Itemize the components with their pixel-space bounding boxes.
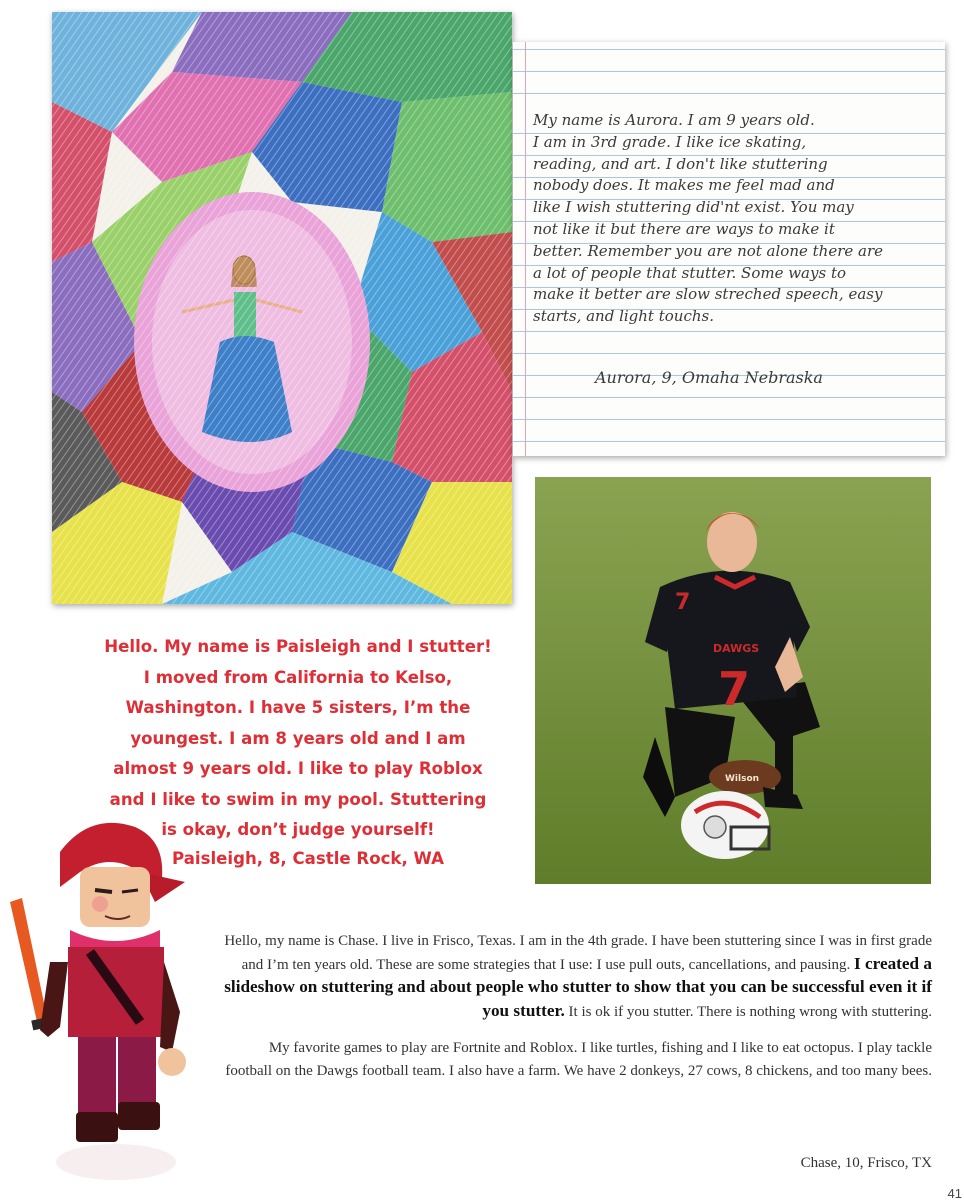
chase-paragraph-1 — [222, 930, 932, 1023]
chase-paragraph-2: My favorite games to play are Fortnite and Roblox. I like turtles, fishing and I like to eat octopus. I play tackle football on the Dawgs football team. I also have a farm. We have 2 donkeys, 27 cows, 8 chickens, and too many bees. — [225, 1040, 932, 1079]
aurora-letter — [513, 42, 945, 456]
paisleigh-line: Hello. My name is Paisleigh and I stutter! — [104, 637, 492, 656]
paisleigh-signature: Paisleigh, 8, Castle Rock, WA — [172, 849, 444, 868]
letter-line: make it better are slow streched speech, easy — [533, 285, 883, 304]
paisleigh-line: youngest. I am 8 years old and I am — [130, 728, 466, 748]
chase-closing-text: It is ok if you stutter. There is nothing wrong with stuttering. — [568, 1003, 932, 1020]
letter-line: a lot of people that stutter. Some ways to — [533, 263, 847, 282]
letter-line: starts, and light touchs. — [533, 307, 714, 326]
sleeve-number: 7 — [675, 590, 691, 615]
jersey-number: 7 — [718, 662, 751, 716]
letter-line: nobody does. It makes me feel mad and — [533, 176, 835, 195]
paisleigh-line: almost 9 years old. I like to play Roblox — [113, 759, 483, 778]
letter-line: reading, and art. I don't like stuttering — [533, 154, 828, 173]
aurora-letter-body — [533, 110, 928, 328]
aurora-signature: Aurora, 9, Omaha Nebraska — [595, 368, 823, 387]
page-number: 41 — [947, 1186, 962, 1201]
roblox-figure-image — [0, 812, 232, 1192]
chase-intro-text: Hello, my name is Chase. I live in Frisco, Texas. I am in the 4th grade. I have been stuttering since I was in first grade and I’m ten years old. These are some strategies that I use: I use pull outs, cancellations, and pausing. — [224, 933, 932, 973]
chase-message — [222, 930, 932, 1082]
chase-highlight-text: I created a slideshow on stuttering and about people who stutter to show that you can be successful even it if you stutter. — [224, 953, 932, 1020]
paisleigh-line: I moved from California to Kelso, — [143, 667, 453, 687]
letter-line: better. Remember you are not alone there are — [533, 241, 884, 260]
crayon-drawing — [52, 12, 512, 604]
paisleigh-line: is okay, don’t judge yourself! — [161, 820, 435, 839]
football-brand: Wilson — [725, 774, 760, 784]
letter-line: My name is Aurora. I am 9 years old. — [533, 111, 815, 129]
letter-line: I am in 3rd grade. I like ice skating, — [533, 132, 807, 151]
letter-line: like I wish stuttering did'nt exist. You may — [533, 198, 854, 217]
football-player-photo — [535, 477, 931, 884]
paisleigh-line: and I like to swim in my pool. Stuttering — [109, 789, 487, 809]
paisleigh-line: Washington. I have 5 sisters, I’m the — [125, 698, 471, 717]
jersey-team-name: DAWGS — [713, 642, 760, 655]
chase-signature: Chase, 10, Frisco, TX — [800, 1155, 932, 1171]
letter-line: not like it but there are ways to make it — [533, 219, 835, 238]
